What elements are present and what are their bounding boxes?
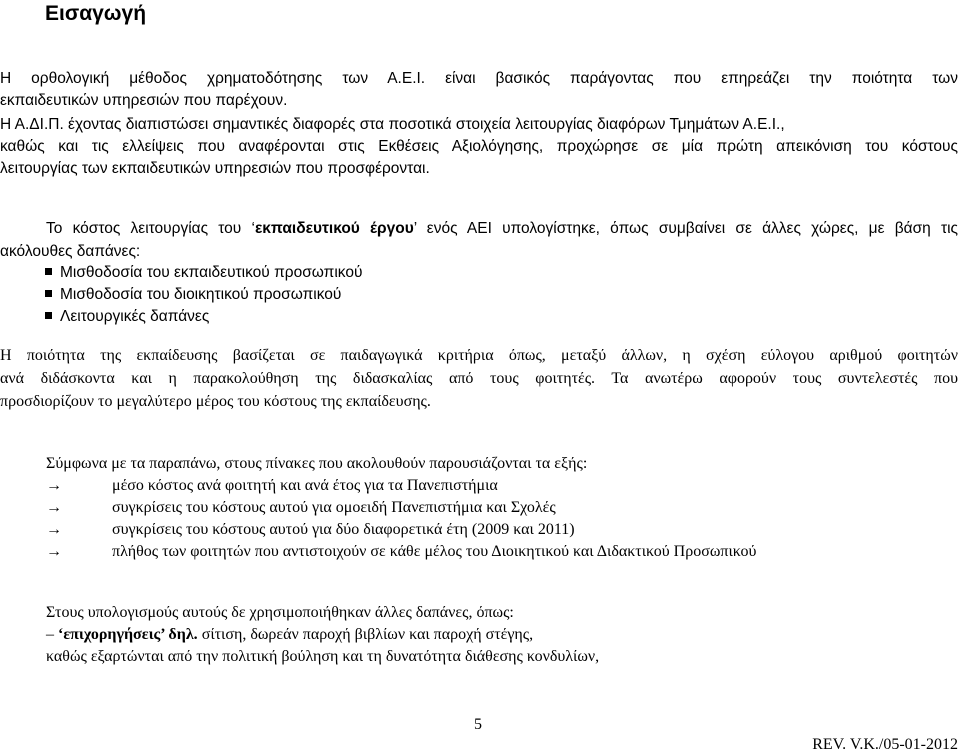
- cost-list-item: Λειτουργικές δαπάνες: [45, 308, 209, 326]
- intro-line-1: Η ορθολογική μέθοδος χρηματοδότησης των Α.Ε.Ι. είναι βασικός παράγοντας που επηρεάζει την ποιότητα των: [0, 70, 958, 87]
- cost-line-1: [46, 220, 958, 238]
- quality-line-3: προσδιορίζουν το μεγαλύτερο μέρος του κόστους της εκπαίδευσης.: [0, 393, 431, 410]
- intro-line-5: λειτουργίας των εκπαιδευτικών υπηρεσιών που προσφέρονται.: [0, 160, 430, 177]
- arrow-right-icon: →: [46, 477, 62, 494]
- cost-line-2: ακόλουθες δαπάνες:: [0, 243, 141, 260]
- tables-list-item: → συγκρίσεις του κόστους αυτού για δύο διαφορετικά έτη (2009 και 2011): [46, 521, 575, 538]
- arrow-right-icon: →: [46, 499, 62, 516]
- square-bullet-icon: [45, 268, 52, 275]
- intro-line-3: Η Α.ΔΙ.Π. έχοντας διαπιστώσει σημαντικές διαφορές στα ποσοτικά στοιχεία λειτουργίας διαφόρων Τμημάτων Α.Ε.Ι.,: [0, 116, 785, 133]
- cost-list-item: Μισθοδοσία του διοικητικού προσωπικού: [45, 286, 341, 304]
- cost-post: ’ ενός ΑΕΙ υπολογίστηκε, όπως συμβαίνει σε άλλες χώρες, με βάση τις: [413, 220, 959, 237]
- cost-bold-term: εκπαιδευτικού έργου: [254, 220, 414, 237]
- tables-intro: Σύμφωνα με τα παραπάνω, στους πίνακες που ακολουθούν παρουσιάζονται τα εξής:: [46, 455, 588, 472]
- cost-list-item: Μισθοδοσία του εκπαιδευτικού προσωπικού: [45, 264, 362, 282]
- arrow-right-icon: →: [46, 543, 62, 560]
- cost-pre: Το κόστος λειτουργίας του ‘: [46, 220, 255, 237]
- tables-list-item: → συγκρίσεις του κόστους αυτού για ομοειδή Πανεπιστήμια και Σχολές: [46, 499, 556, 516]
- quality-line-2: ανά διδάσκοντα και η παρακολούθηση της διδασκαλίας από τους φοιτητές. Τα ανωτέρω αφορούν τους συντελεστές που: [0, 370, 958, 387]
- page-number: 5: [474, 716, 482, 733]
- tables-list-item: → πλήθος των φοιτητών που αντιστοιχούν σε κάθε μέλος του Διοικητικού και Διδακτικού Προσωπικού: [46, 543, 757, 560]
- page-title: Εισαγωγή: [45, 2, 147, 25]
- quality-line-1: Η ποιότητα της εκπαίδευσης βασίζεται σε παιδαγωγικά κριτήρια όπως, μεταξύ άλλων, η σχέση εύλογου αριθμού φοιτητών: [0, 347, 958, 364]
- square-bullet-icon: [45, 290, 52, 297]
- intro-line-2: εκπαιδευτικών υπηρεσιών που παρέχουν.: [0, 92, 288, 109]
- other-bold-term: ‘επιχορηγήσεις’ δηλ.: [58, 626, 198, 643]
- tables-list-item: → μέσο κόστος ανά φοιτητή και ανά έτος για τα Πανεπιστήμια: [46, 477, 498, 494]
- other-line-3: καθώς εξαρτώνται από την πολιτική βούληση και τη δυνατότητα διάθεσης κονδυλίων,: [46, 648, 600, 665]
- revision-label: REV. V.K./05-01-2012: [812, 736, 958, 753]
- other-line-2: [46, 626, 533, 644]
- dash-bullet-icon: –: [46, 626, 54, 643]
- other-rest: σίτιση, δωρεάν παροχή βιβλίων και παροχή στέγης,: [197, 626, 534, 643]
- arrow-right-icon: →: [46, 521, 62, 538]
- other-line-1: Στους υπολογισμούς αυτούς δε χρησιμοποιήθηκαν άλλες δαπάνες, όπως:: [46, 604, 514, 621]
- intro-line-4: καθώς και τις ελλείψεις που αναφέρονται στις Εκθέσεις Αξιολόγησης, προχώρησε σε μία πρώτη απεικόνιση του κόστους: [0, 138, 958, 155]
- square-bullet-icon: [45, 312, 52, 319]
